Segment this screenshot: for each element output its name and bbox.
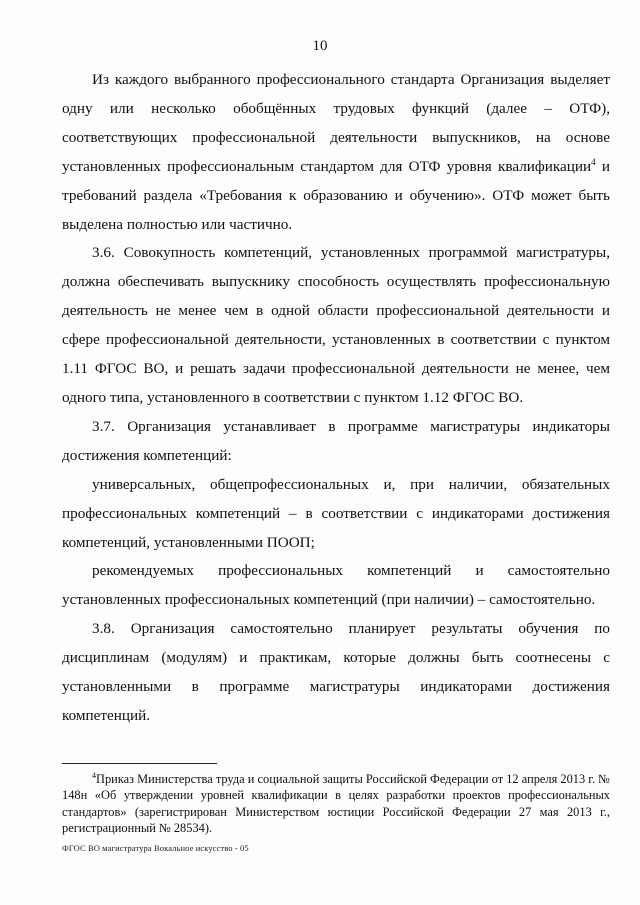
paragraph-text: Из каждого выбранного профессионального стандарта Организация выделяет одну или несколько обобщённых трудовых функций (далее – ОТФ), соответствующих профессиональной деятельности выпускников, на основе установленных профессиональным стандартом для ОТФ уровня квалификации (62, 71, 610, 175)
footnote-text: Приказ Министерства труда и социальной защиты Российской Федерации от 12 апреля 2013 г. № 148н «Об утверждении уровней квалификации в целях разработки проектов профессиональных стандартов» (зарегистрирован Министерством юстиции Российской Федерации 27 мая 2013 г., регистрационный № 28534). (62, 772, 610, 836)
paragraph-otf-selection (62, 66, 610, 239)
paragraph-3-8: 3.8. Организация самостоятельно планирует результаты обучения по дисциплинам (модулям) и практикам, которые должны быть соотнесены с установленными в программе магистратуры индикаторами достижения компетенций. (62, 620, 610, 724)
body-text (62, 66, 610, 731)
paragraph-universal-competencies: универсальных, общепрофессиональных и, при наличии, обязательных профессиональных компетенций – в соответствии с индикаторами достижения компетенций, установленными ПООП; (62, 475, 610, 551)
paragraph-3-7: 3.7. Организация устанавливает в программе магистратуры индикаторы достижения компетенций: (62, 417, 610, 464)
footnote-marker: 4 (92, 770, 96, 780)
page-number: 10 (312, 38, 328, 54)
paragraph-recommended-competencies: рекомендуемых профессиональных компетенций и самостоятельно установленных профессиональных компетенций (при наличии) – самостоятельно. (62, 562, 610, 609)
footnote-reference: 4 (591, 156, 596, 167)
footnote-divider (62, 763, 217, 764)
footnote (62, 771, 610, 837)
paragraph-text-tail: и требований раздела «Требования к образованию и обучению». ОТФ может быть выделена полностью или частично. (62, 157, 610, 233)
paragraph-3-6: 3.6. Совокупность компетенций, установленных программой магистратуры, должна обеспечивать выпускнику способность осуществлять профессиональную деятельность не менее чем в одной области профессиональной деятельности и сфере профессиональной деятельности, установленных в соответствии с пунктом 1.11 ФГОС ВО, и решать задачи профессиональной деятельности не менее, чем одного типа, установленного в соответствии с пунктом 1.12 ФГОС ВО. (62, 244, 610, 406)
footer-document-code: ФГОС ВО магистратура Вокальное искусство - 05 (62, 843, 249, 853)
